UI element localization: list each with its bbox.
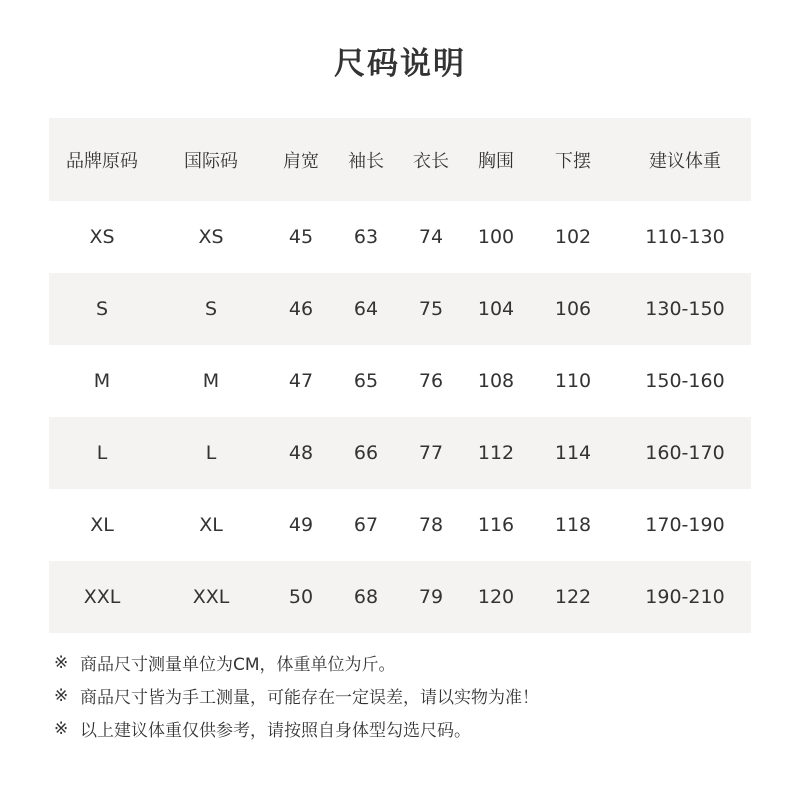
note-text: 商品尺寸测量单位为CM，体重单位为斤。: [80, 655, 396, 675]
table-cell: 190-210: [645, 586, 725, 608]
table-cell: 160-170: [645, 442, 725, 464]
header-chest: 胸围: [478, 150, 514, 172]
table-cell: 67: [353, 514, 379, 536]
table-cell: 116: [477, 514, 515, 536]
header-shoulder: 肩宽: [283, 150, 319, 172]
table-cell: 79: [418, 586, 444, 608]
note-text: 商品尺寸皆为手工测量，可能存在一定误差，请以实物为准！: [80, 688, 539, 708]
table-cell: 108: [477, 370, 515, 392]
table-cell: 106: [554, 298, 592, 320]
table-row: [49, 201, 751, 273]
table-cell: 130-150: [645, 298, 725, 320]
table-cell: XXL: [192, 586, 230, 608]
table-row: [49, 345, 751, 417]
header-sleeve: 袖长: [348, 150, 384, 172]
table-cell: XL: [90, 514, 114, 536]
size-chart-table: [49, 118, 751, 633]
table-cell: XL: [199, 514, 223, 536]
table-cell: 102: [554, 226, 592, 248]
header-length: 衣长: [413, 150, 449, 172]
table-cell: 47: [288, 370, 314, 392]
table-cell: 64: [353, 298, 379, 320]
table-cell: 104: [477, 298, 515, 320]
notes-section: [54, 646, 539, 745]
reference-mark-icon: ※: [54, 652, 69, 673]
header-brand-size: 品牌原码: [66, 150, 138, 172]
table-cell: 110-130: [645, 226, 725, 248]
header-intl-size: 国际码: [184, 150, 238, 172]
table-cell: XXL: [83, 586, 121, 608]
table-cell: L: [96, 442, 108, 464]
table-row: [49, 561, 751, 633]
table-cell: 48: [288, 442, 314, 464]
table-cell: 77: [418, 442, 444, 464]
table-cell: 46: [288, 298, 314, 320]
header-hem: 下摆: [555, 150, 591, 172]
table-row: [49, 489, 751, 561]
page-title: 尺码说明: [334, 46, 466, 82]
table-cell: 150-160: [645, 370, 725, 392]
table-cell: 66: [353, 442, 379, 464]
table-cell: XS: [89, 226, 115, 248]
header-weight: 建议体重: [649, 150, 721, 172]
table-cell: 65: [353, 370, 379, 392]
table-cell: 68: [353, 586, 379, 608]
table-cell: 114: [554, 442, 592, 464]
table-cell: 120: [477, 586, 515, 608]
table-row: [49, 273, 751, 345]
table-cell: S: [95, 298, 109, 320]
table-cell: 122: [554, 586, 592, 608]
table-cell: S: [204, 298, 218, 320]
table-cell: 110: [554, 370, 592, 392]
table-cell: 49: [288, 514, 314, 536]
table-cell: 170-190: [645, 514, 725, 536]
table-cell: 45: [288, 226, 314, 248]
table-cell: XS: [198, 226, 224, 248]
table-cell: M: [202, 370, 220, 392]
table-cell: 78: [418, 514, 444, 536]
reference-mark-icon: ※: [54, 685, 69, 706]
table-cell: 100: [477, 226, 515, 248]
reference-mark-icon: ※: [54, 718, 69, 739]
table-row: [49, 417, 751, 489]
table-cell: M: [93, 370, 111, 392]
note-item: [54, 646, 539, 679]
table-cell: 50: [288, 586, 314, 608]
table-cell: 112: [477, 442, 515, 464]
note-item: [54, 712, 539, 745]
table-cell: L: [205, 442, 217, 464]
note-text: 以上建议体重仅供参考，请按照自身体型勾选尺码。: [80, 721, 471, 741]
table-header-row: [49, 118, 751, 201]
table-cell: 63: [353, 226, 379, 248]
table-cell: 76: [418, 370, 444, 392]
table-cell: 74: [418, 226, 444, 248]
table-cell: 118: [554, 514, 592, 536]
table-cell: 75: [418, 298, 444, 320]
note-item: [54, 679, 539, 712]
